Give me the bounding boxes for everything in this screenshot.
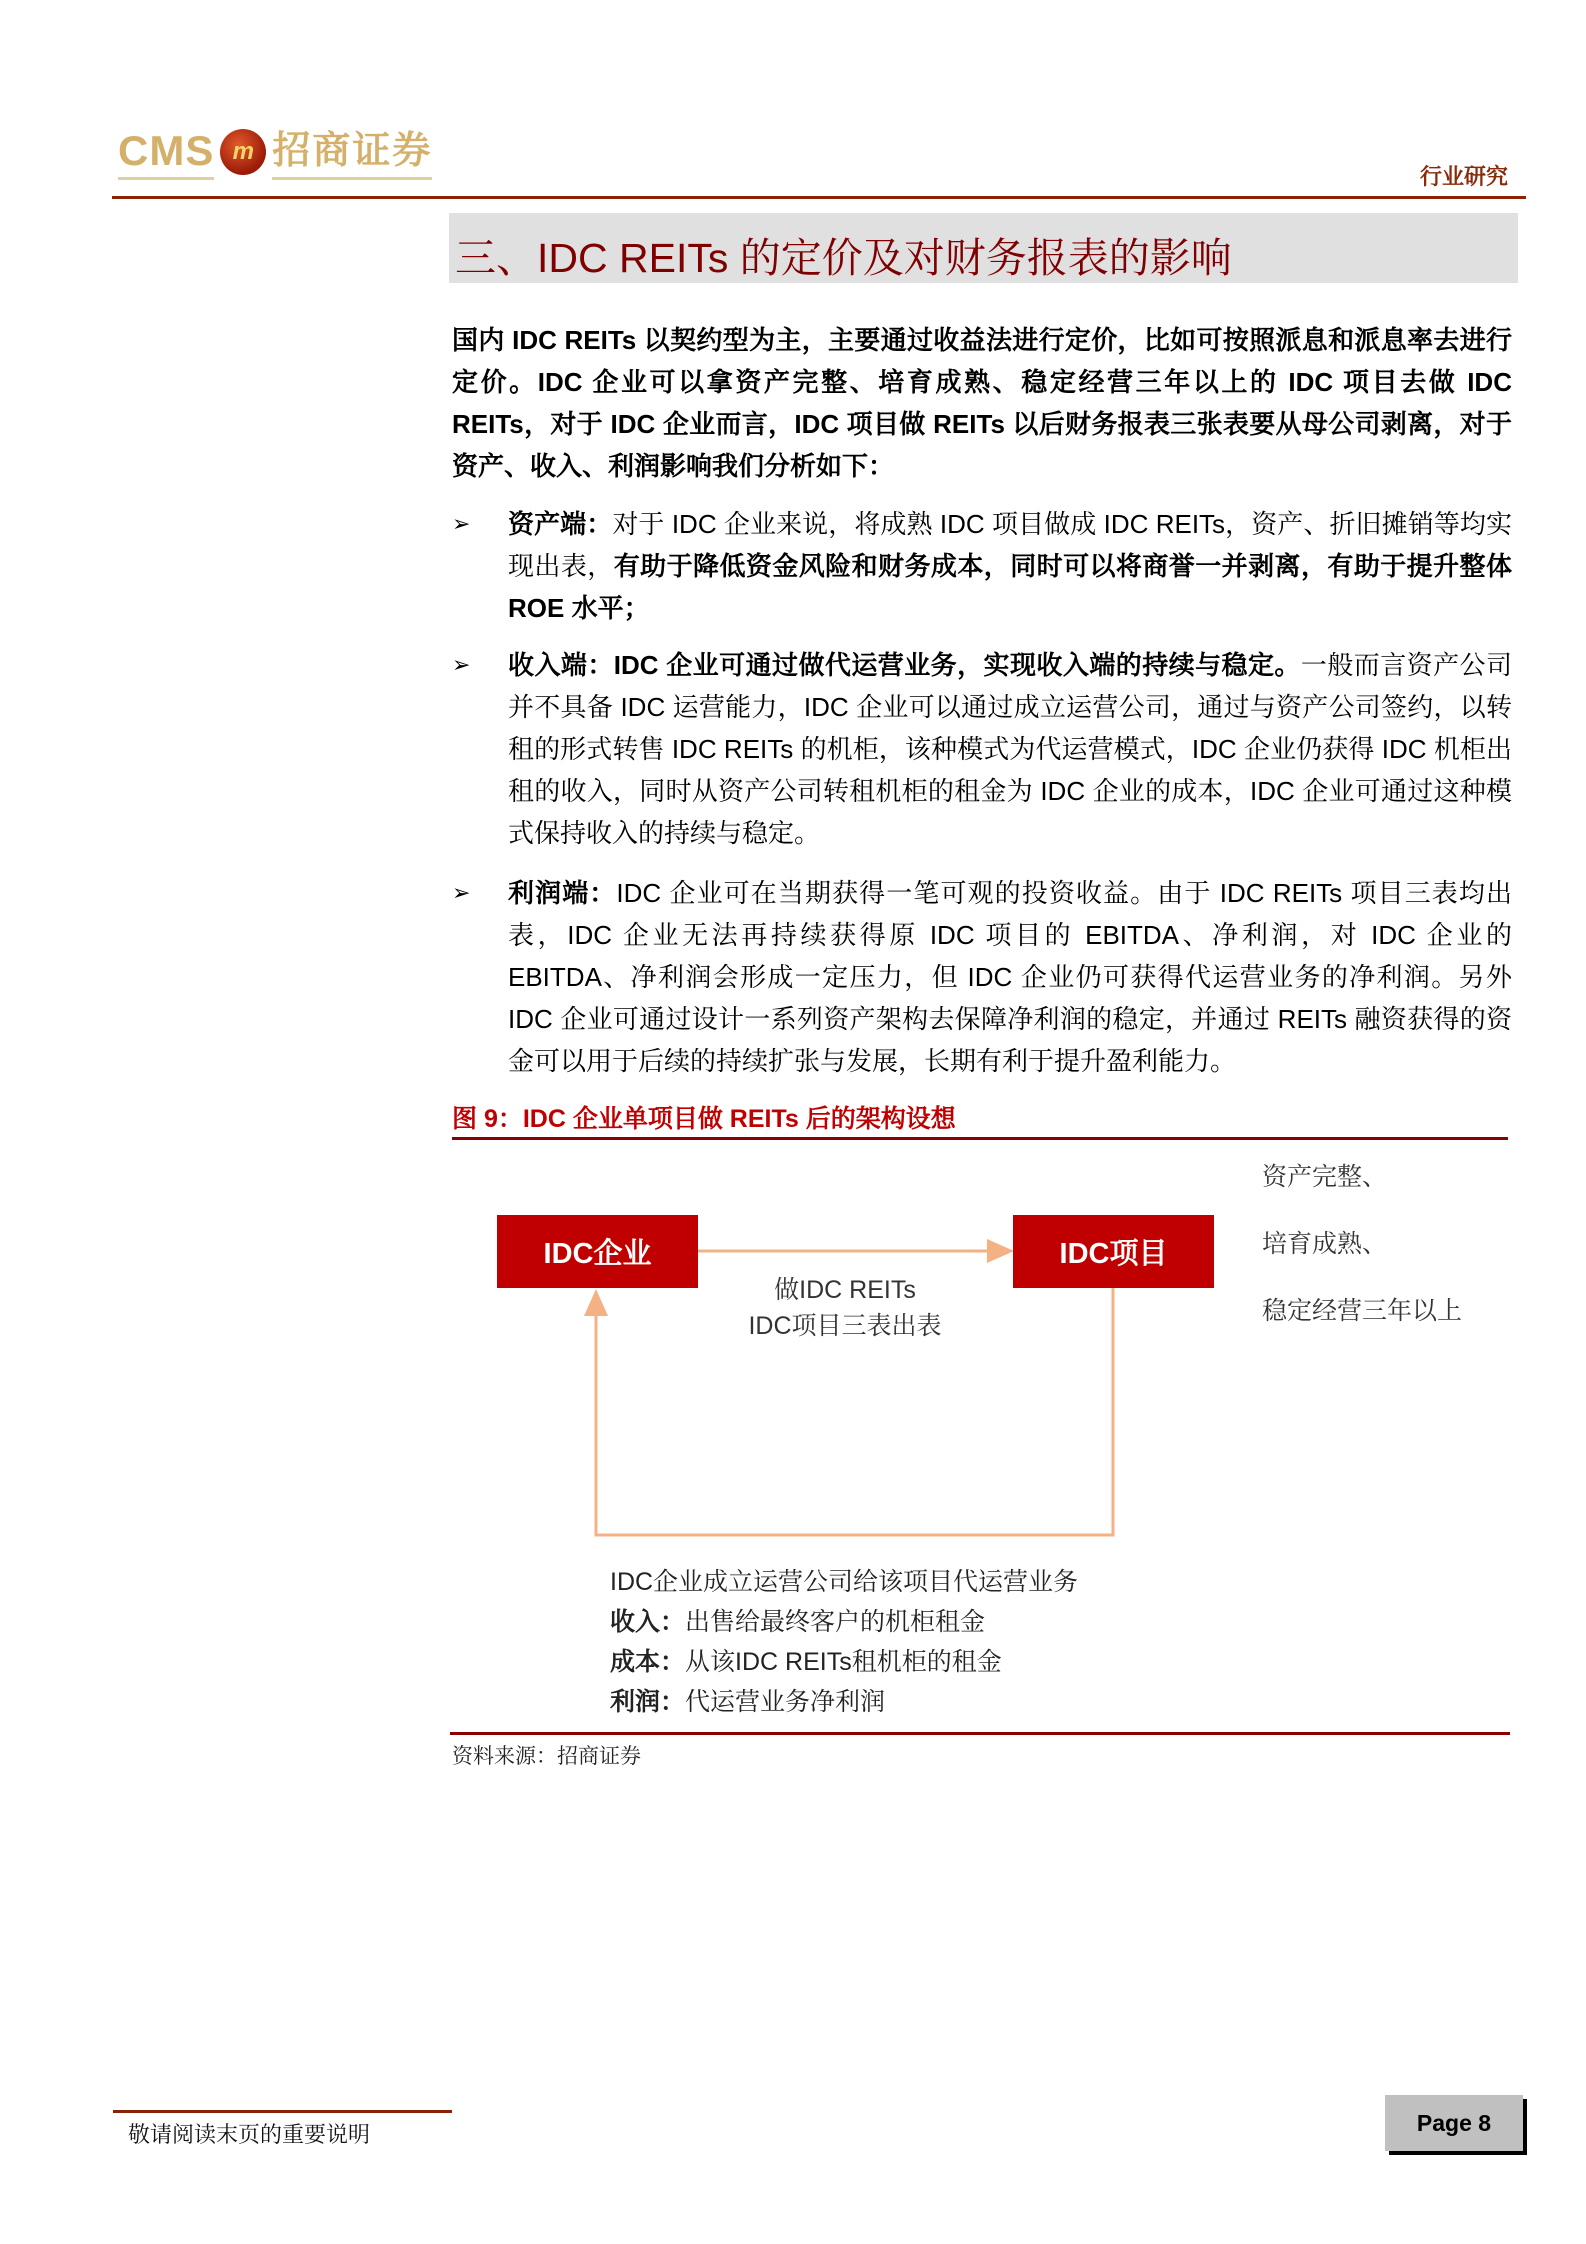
bullet-label: 资产端： — [508, 509, 613, 539]
detail-label: 利润： — [610, 1688, 686, 1716]
idc-project-box: IDC项目 — [1013, 1215, 1214, 1288]
arrow-label-1: 做IDC REITs — [774, 1276, 916, 1304]
figure-title: 图 9：IDC 企业单项目做 REITs 后的架构设想 — [452, 1105, 956, 1133]
report-category: 行业研究 — [1419, 164, 1508, 189]
detail-profit — [610, 1682, 885, 1718]
bullet-arrow-icon: ➢ — [452, 880, 471, 905]
page-number: Page 8 — [1385, 2095, 1523, 2151]
disclaimer-note: 敬请阅读末页的重要说明 — [128, 2122, 371, 2147]
bullet-label: 收入端： — [508, 650, 614, 680]
side-note: 资产完整、 — [1262, 1163, 1388, 1191]
logo-text-cn: 招商证券 — [272, 125, 432, 180]
bullet-text: 对于 IDC 企业来说，将成熟 IDC 项目做成 IDC REITs，资产、折旧摊销等均实现出表， — [508, 509, 1512, 581]
side-note: 培育成熟、 — [1262, 1230, 1388, 1258]
bullet-text-emphasis: IDC 企业可通过做代运营业务，实现收入端的持续与稳定。 — [613, 650, 1301, 680]
bullet-text-emphasis: 有助于降低资金风险和财务成本，同时可以将商誉一并剥离，有助于提升整体 ROE 水平； — [508, 551, 1512, 623]
figure-source: 资料来源：招商证券 — [452, 1745, 641, 1768]
side-note: 稳定经营三年以上 — [1262, 1297, 1463, 1325]
detail-revenue — [610, 1602, 985, 1638]
intro-paragraph: 国内 IDC REITs 以契约型为主，主要通过收益法进行定价，比如可按照派息和派息率去进行定价。IDC 企业可以拿资产完整、培育成熟、稳定经营三年以上的 IDC 项目去做 IDC REITs，对于 IDC 企业而言，IDC 项目做 REITs 以后财务报表三张表要从母公司剥离，对于资产、收入、利润影响我们分析如下： — [452, 325, 1512, 481]
detail-text: 代运营业务净利润 — [685, 1688, 886, 1716]
bullet-text: 一般而言资产公司并不具备 IDC 运营能力，IDC 企业可以通过成立运营公司，通过与资产公司签约，以转租的形式转售 IDC REITs 的机柜，该种模式为代运营模式，IDC 企业仍获得 IDC 机柜出租的收入，同时从资产公司转租机柜的租金为 IDC 企业的成本，IDC 企业可通过这种模式保持收入的持续与稳定。 — [508, 650, 1512, 848]
figure-bottom-rule — [450, 1732, 1510, 1735]
detail-text: 从该IDC REITs租机柜的租金 — [685, 1648, 1002, 1676]
bullet-arrow-icon: ➢ — [452, 511, 471, 536]
bullet-label: 利润端： — [508, 878, 617, 908]
loop-label: IDC企业成立运营公司给该项目代运营业务 — [610, 1568, 1079, 1596]
section-title-text: 三、IDC REITs 的定价及对财务报表的影响 — [455, 235, 1232, 281]
arrow-label-2: IDC项目三表出表 — [748, 1312, 942, 1340]
footer-divider — [113, 2110, 452, 2113]
idc-enterprise-box: IDC企业 — [497, 1215, 698, 1288]
detail-cost — [610, 1642, 1002, 1678]
logo-seal-icon: m — [220, 129, 266, 175]
bullet-arrow-icon: ➢ — [452, 652, 471, 677]
bullet-text: IDC 企业可在当期获得一笔可观的投资收益。由于 IDC REITs 项目三表均出表，IDC 企业无法再持续获得原 IDC 项目的 EBITDA、净利润，对 IDC 企业的 EBITDA、净利润会形成一定压力，但 IDC 企业仍可获得代运营业务的净利润。另外 IDC 企业可通过设计一系列资产架构去保障净利润的稳定，并通过 REITs 融资获得的资金可以用于后续的持续扩张与发展，长期有利于提升盈利能力。 — [508, 878, 1512, 1076]
detail-label: 收入： — [610, 1608, 686, 1636]
logo-text-en: CMS — [118, 125, 214, 180]
detail-text: 出售给最终客户的机柜租金 — [685, 1608, 986, 1636]
detail-label: 成本： — [610, 1648, 686, 1676]
